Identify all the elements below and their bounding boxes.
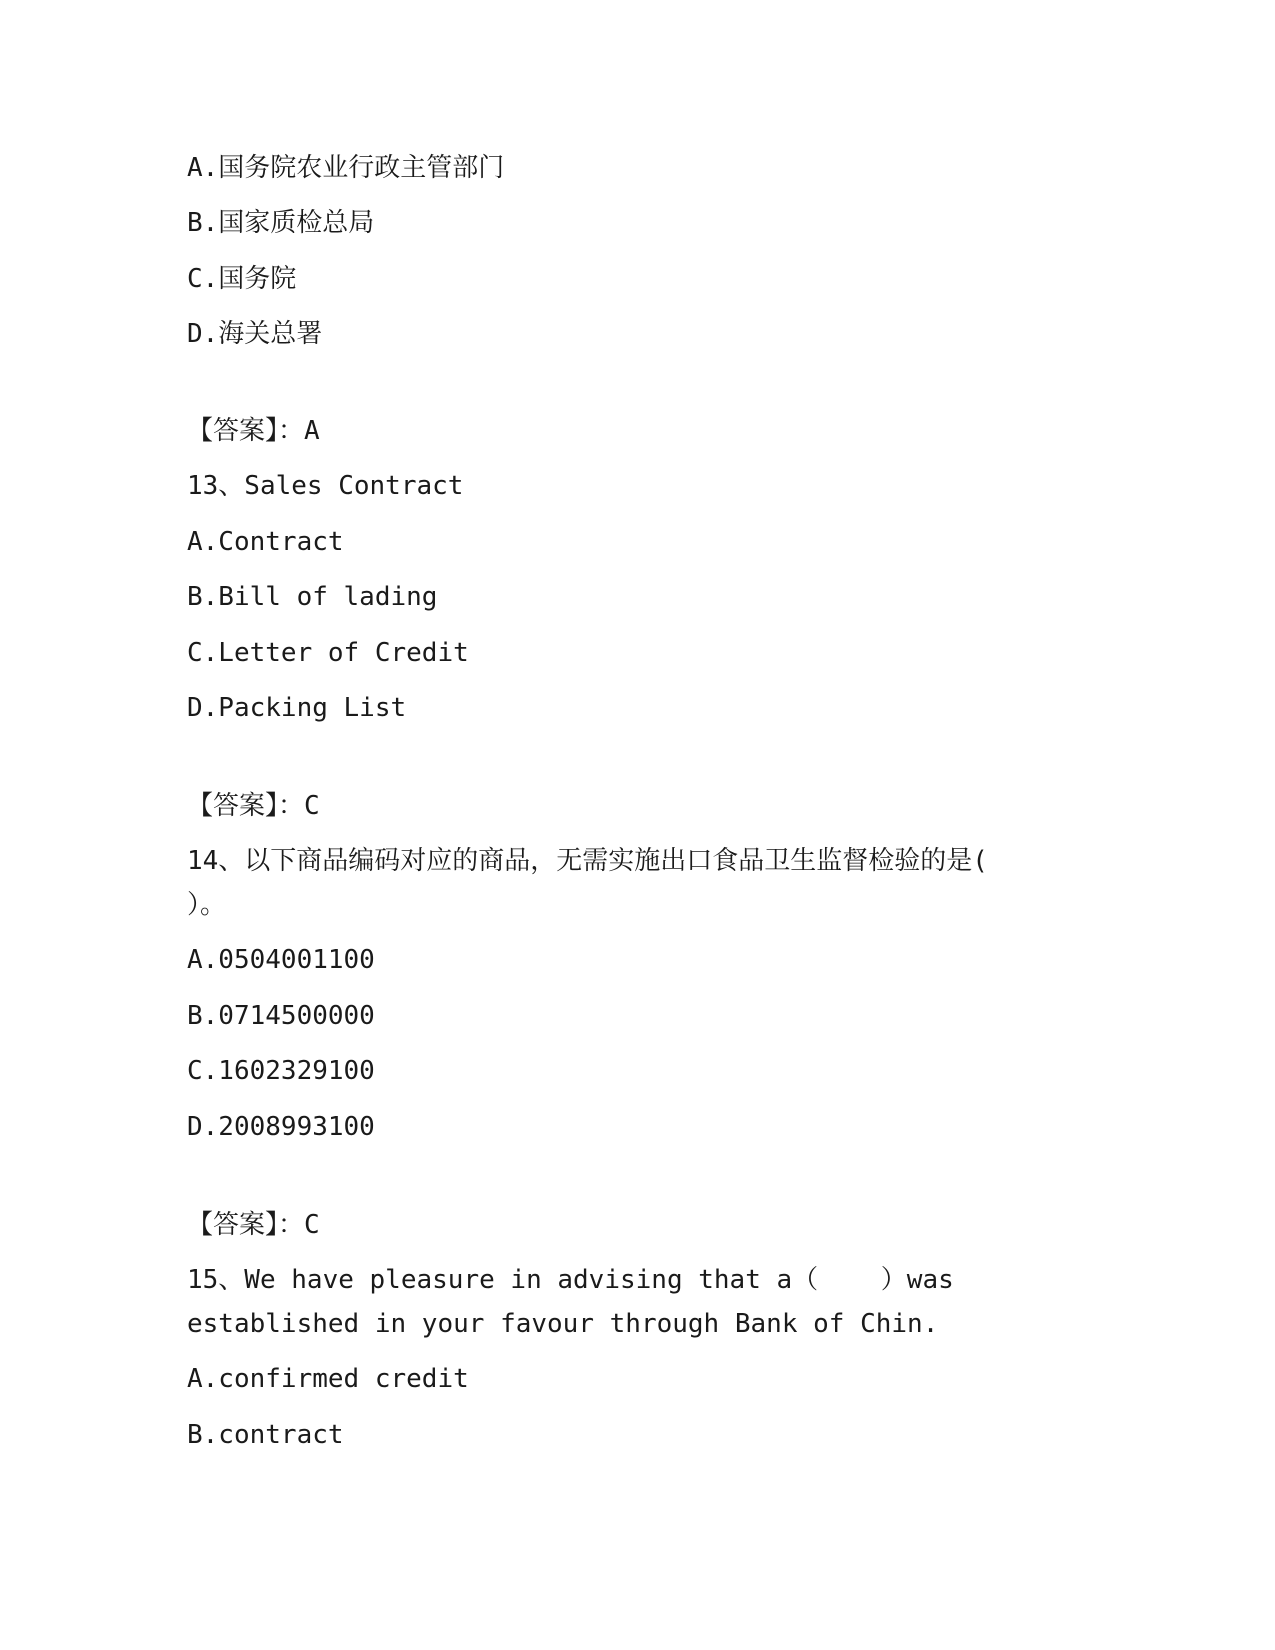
q14-option-d: D.2008993100 xyxy=(187,1112,375,1142)
q14-option-c: C.1602329100 xyxy=(187,1056,375,1086)
q15-question-line-1: 15、We have pleasure in advising that a（ ）was xyxy=(187,1265,954,1295)
q14-option-b: B.0714500000 xyxy=(187,1001,375,1031)
q13-option-a: A.Contract xyxy=(187,527,344,557)
q12-answer: 【答案】：A xyxy=(187,416,320,446)
q12-option-a: A.国务院农业行政主管部门 xyxy=(187,153,505,183)
q15-option-b: B.contract xyxy=(187,1420,344,1450)
q15-option-a: A.confirmed credit xyxy=(187,1364,469,1394)
q13-option-b: B.Bill of lading xyxy=(187,582,438,612)
q13-option-c: C.Letter of Credit xyxy=(187,638,469,668)
q14-answer: 【答案】：C xyxy=(187,1210,320,1240)
q14-question-line-1: 14、以下商品编码对应的商品，无需实施出口食品卫生监督检验的是( xyxy=(187,846,988,876)
q14-option-a: A.0504001100 xyxy=(187,945,375,975)
q13-option-d: D.Packing List xyxy=(187,693,407,723)
q15-question-line-2: established in your favour through Bank of Chin. xyxy=(187,1309,939,1339)
q13-answer: 【答案】：C xyxy=(187,791,320,821)
q12-option-d: D.海关总署 xyxy=(187,319,323,349)
q12-option-b: B.国家质检总局 xyxy=(187,208,375,238)
q14-question-line-2: ）。 xyxy=(187,890,227,920)
q13-question: 13、Sales Contract xyxy=(187,471,464,501)
q12-option-c: C.国务院 xyxy=(187,264,297,294)
